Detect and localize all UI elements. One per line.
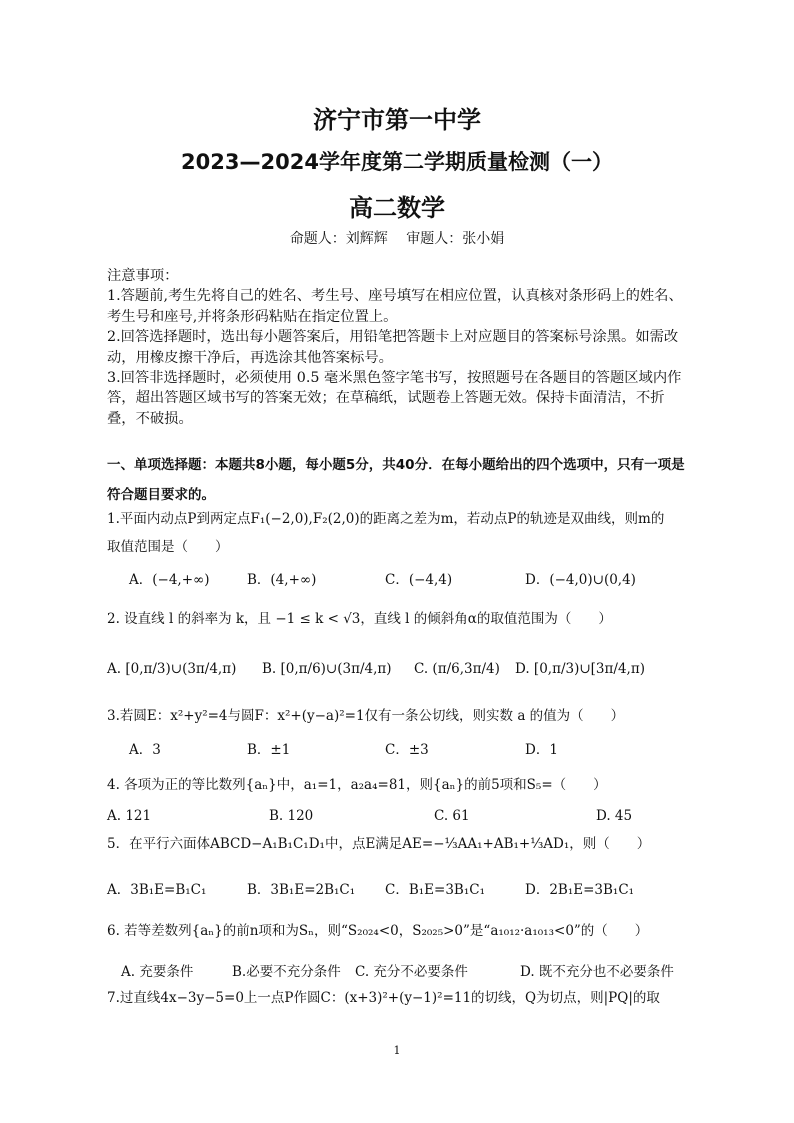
setter: 命题人：刘辉辉	[289, 231, 388, 247]
note-item: 2.回答选择题时，选出每小题答案后，用铅笔把答题卡上对应题目的答案标号涂黑。如需改动，用橡皮擦干净后，再选涂其他答案标号。	[107, 329, 679, 366]
option-d: D. 45	[596, 808, 633, 824]
authors-line	[0, 228, 794, 248]
option-c: C．±3	[385, 742, 429, 758]
option-a: A．3B₁E=B₁C₁	[107, 882, 207, 898]
page-number: 1	[393, 1044, 401, 1057]
note-item: 3.回答非选择题时，必须使用 0.5 毫米黑色签字笔书写，按照题号在各题目的答题区域内作答，超出答题区域书写的答案无效；在草稿纸，试题卷上答题无效。保持卡面清洁，不折叠，不破损。	[107, 370, 682, 427]
question-7-line1: 7.过直线4x−3y−5=0上一点P作圆C：(x+3)²+(y−1)²=11的切线，Q为切点，则|PQ|的取	[107, 990, 660, 1006]
notes-heading: 注意事项：	[107, 268, 179, 284]
reviewer: 审题人：张小娟	[406, 231, 505, 247]
option-d: D．2B₁E=3B₁C₁	[525, 882, 635, 898]
term-title: 2023—2024学年度第二学期质量检测（一）	[181, 150, 613, 174]
option-c: C. 61	[434, 808, 470, 824]
option-c: C. (π/6,3π/4)	[414, 661, 500, 677]
option-a: A. [0,π/3)∪(3π/4,π)	[107, 661, 237, 677]
question-2-line1: 2. 设直线 l 的斜率为 k，且 −1 ≤ k < √3，直线 l 的倾斜角α的取值范围为（ ）	[107, 611, 612, 627]
option-d: D．(−4,0)∪(0,4)	[525, 572, 636, 588]
option-c: C．B₁E=3B₁C₁	[385, 882, 485, 898]
section-heading: 一、单项选择题：本题共8小题，每小题5分，共40分．在每小题给出的四个选项中，只有一项是符合题目要求的。	[107, 457, 685, 503]
question-3-line1: 3.若圆E：x²+y²=4与圆F：x²+(y−a)²=1仅有一条公切线，则实数 a 的值为（ ）	[107, 708, 625, 724]
option-b: B．(4,+∞)	[247, 572, 317, 588]
option-d: D. [0,π/3)∪[3π/4,π)	[515, 661, 645, 677]
option-a: A．(−4,+∞)	[129, 572, 210, 588]
question-5-line1: 5．在平行六面体ABCD−A₁B₁C₁D₁中，点E满足AE=−⅓AA₁+AB₁+⅓AD₁，则（ ）	[107, 836, 651, 852]
option-c: C. 充分不必要条件	[355, 964, 468, 980]
notes-block	[107, 266, 689, 429]
note-item: 1.答题前,考生先将自己的姓名、考生号、座号填写在相应位置，认真核对条形码上的姓名、考生号和座号,并将条形码粘贴在指定位置上。	[107, 288, 683, 325]
option-a: A. 121	[107, 808, 152, 824]
option-c: C．(−4,4)	[385, 572, 453, 588]
option-b: B.必要不充分条件	[232, 964, 341, 980]
option-d: D．1	[525, 742, 558, 758]
option-b: B．3B₁E=2B₁C₁	[247, 882, 356, 898]
question-6-line1: 6. 若等差数列{aₙ}的前n项和为Sₙ，则“S₂₀₂₄<0，S₂₀₂₅>0”是“a₁₀₁₂·a₁₀₁₃<0”的（ ）	[107, 923, 649, 939]
question-1-line1: 1.平面内动点P到两定点F₁(−2,0),F₂(2,0)的距离之差为m，若动点P的轨迹是双曲线，则m的	[107, 511, 665, 527]
school-title: 济宁市第一中学	[313, 106, 481, 134]
option-b: B. 120	[269, 808, 314, 824]
option-b: B．±1	[247, 742, 291, 758]
question-4-line1: 4. 各项为正的等比数列{aₙ}中，a₁=1，a₂a₄=81，则{aₙ}的前5项和S₅=（ ）	[107, 777, 607, 793]
option-a: A. 充要条件	[121, 964, 194, 980]
subject-title: 高二数学	[349, 194, 445, 222]
option-a: A．3	[129, 742, 161, 758]
option-b: B. [0,π/6)∪(3π/4,π)	[262, 661, 392, 677]
option-d: D. 既不充分也不必要条件	[520, 964, 674, 980]
question-1-line2: 取值范围是（ ）	[107, 539, 229, 555]
